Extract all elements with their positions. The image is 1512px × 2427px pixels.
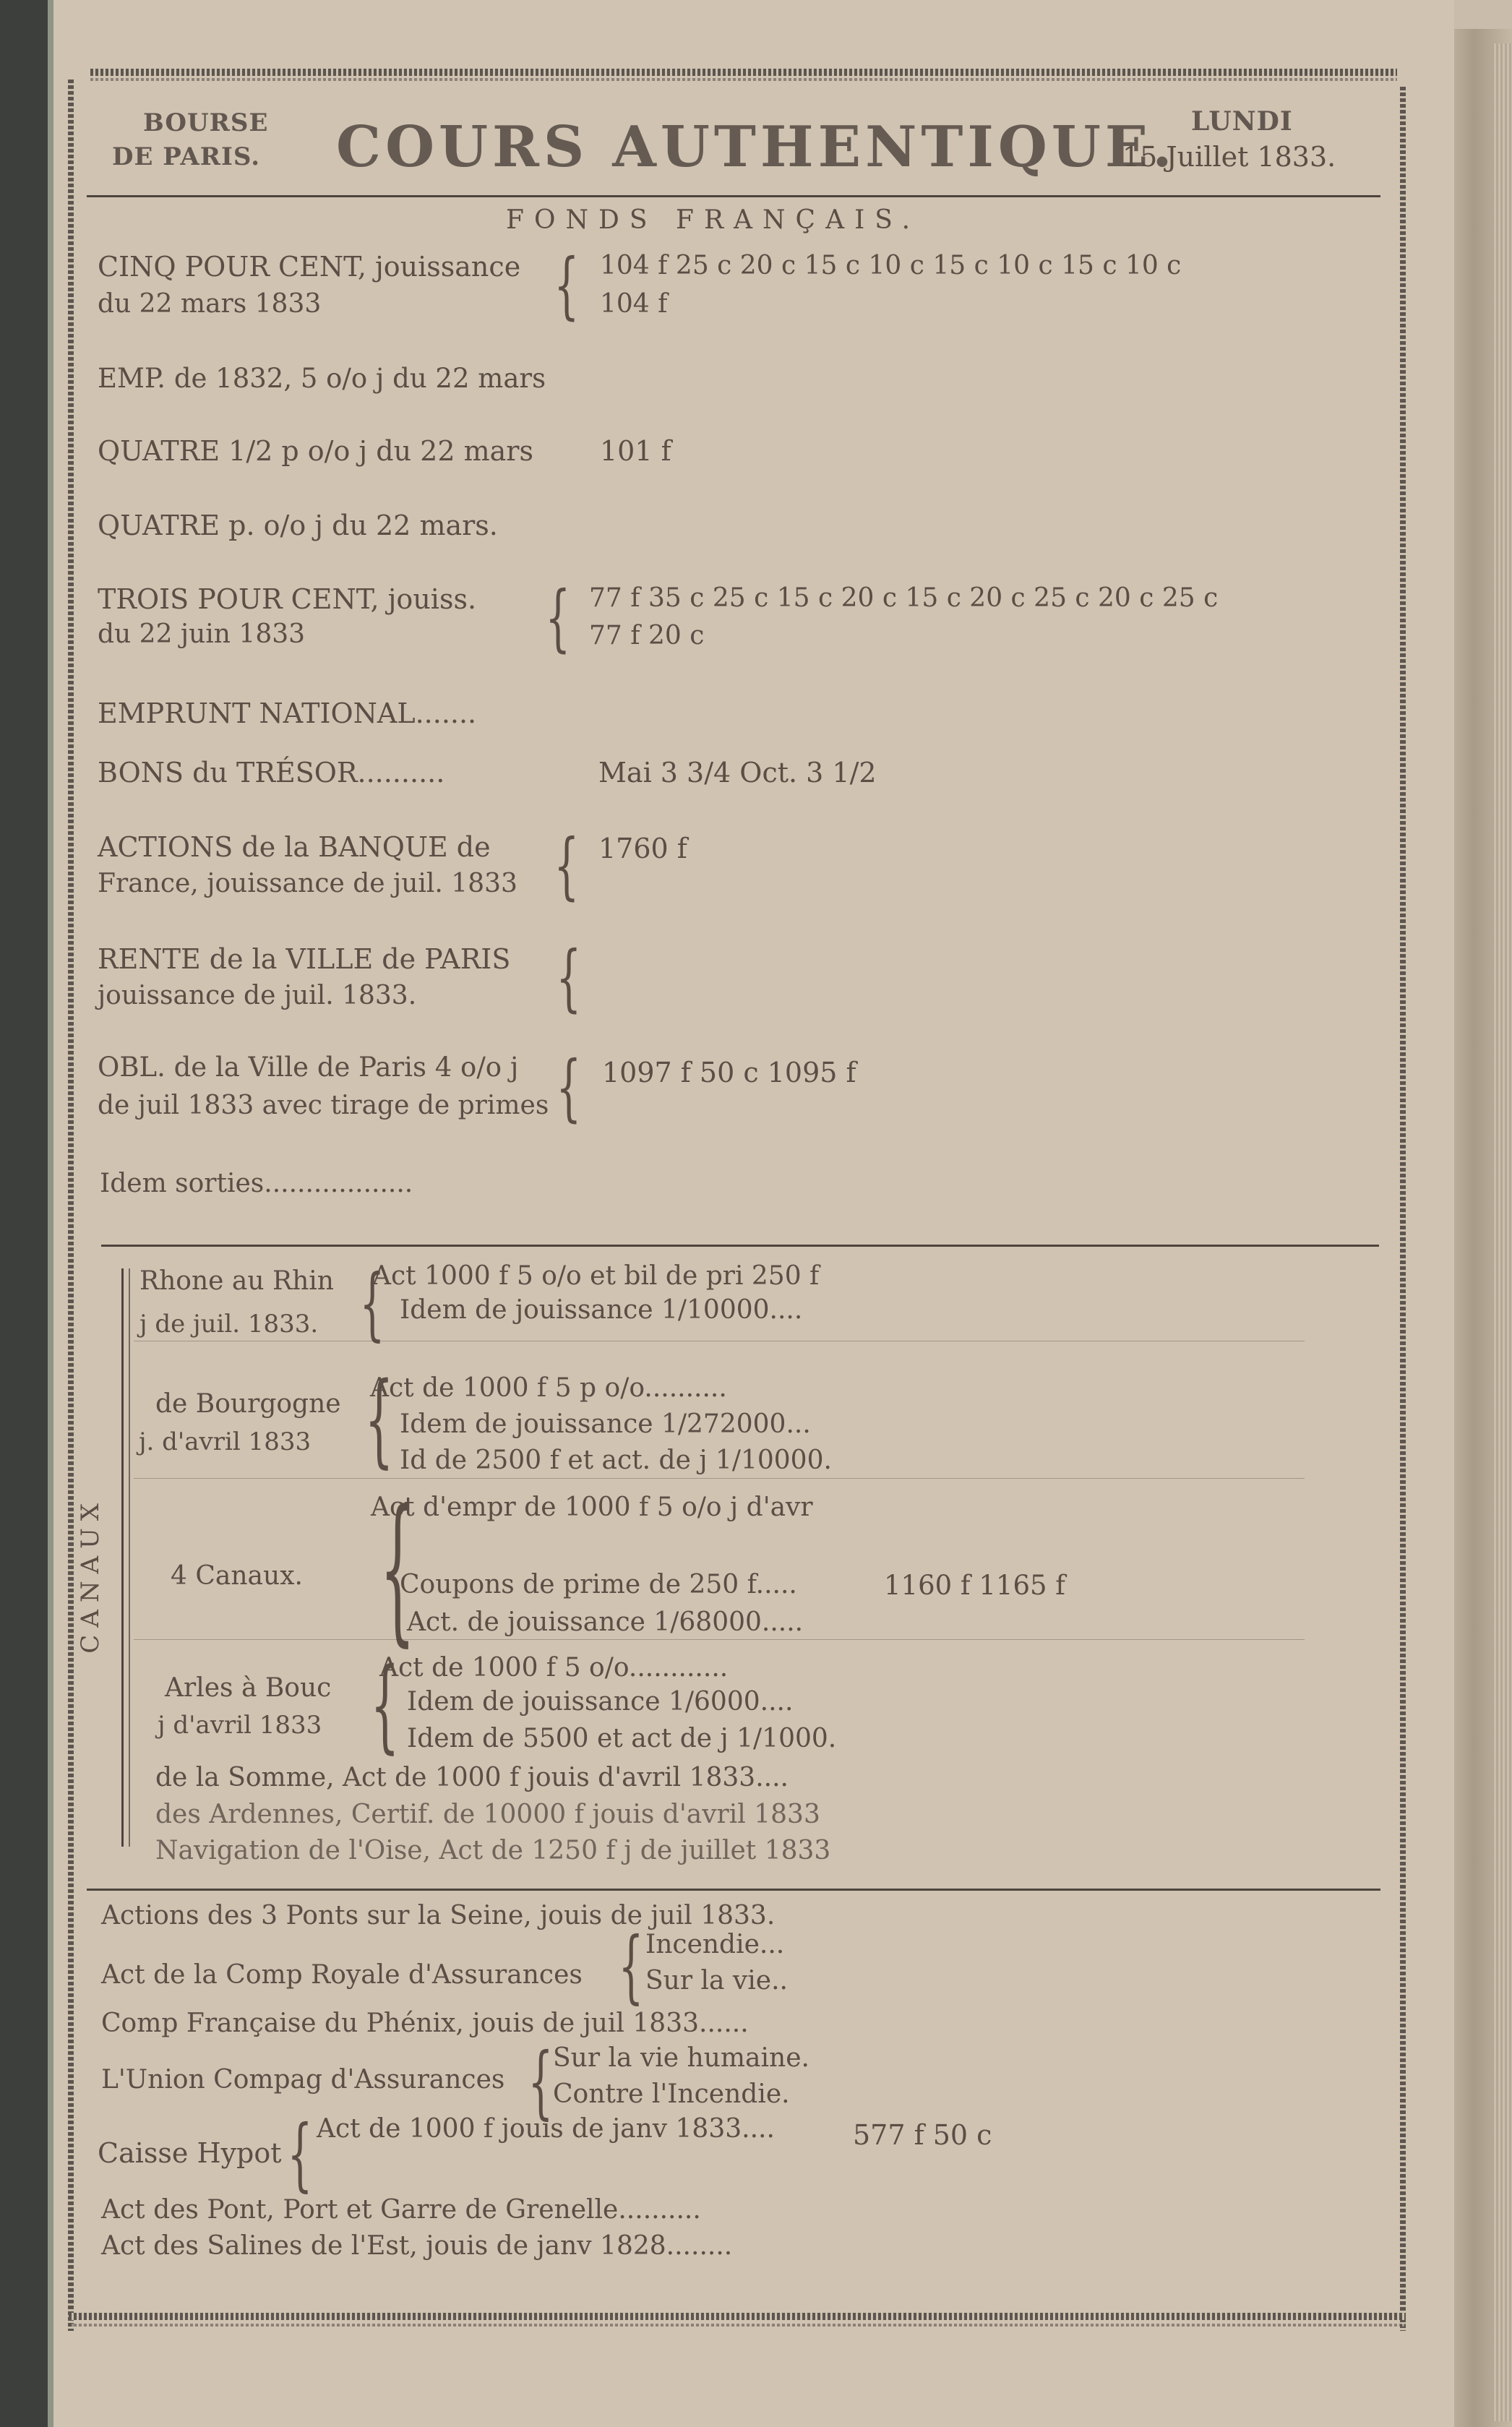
page-title: COURS AUTHENTIQUE.: [336, 114, 1177, 180]
obl-paris-brace: {: [556, 1045, 582, 1130]
comp-royale-b: Sur la vie..: [645, 1966, 788, 1996]
bourgogne-c: Id de 2500 f et act. de j 1/10000.: [400, 1446, 832, 1475]
bons-label: BONS du TRÉSOR..........: [98, 757, 445, 789]
emp-1832: EMP. de 1832, 5 o/o j du 22 mars: [98, 363, 546, 394]
left-frame: [68, 80, 74, 2331]
arles-brace: {: [370, 1646, 400, 1764]
cinq-price-1: 104 f 25 c 20 c 15 c 10 c 15 c 10 c 15 c 10 c: [600, 251, 1182, 280]
top-ornament-rule: [90, 69, 1397, 76]
top-ornament-rule-2: [90, 78, 1397, 81]
actions-banque-brace: {: [554, 823, 580, 908]
canaux-side-rule-2: [129, 1268, 130, 1847]
quatre-label: QUATRE p. o/o j du 22 mars.: [98, 510, 498, 541]
quatre-demi-price: 101 f: [600, 435, 671, 467]
trois-price-2: 77 f 20 c: [589, 621, 705, 650]
cinq-price-2: 104 f: [600, 289, 668, 319]
canaux-top-rule: [101, 1245, 1379, 1247]
page-edges: [1492, 43, 1512, 2421]
bourgogne-rule: [134, 1478, 1305, 1479]
obl-paris-2: de juil 1833 avec tirage de primes: [98, 1091, 549, 1120]
cinq-label-1: CINQ POUR CENT, jouissance: [98, 251, 521, 283]
right-frame: [1400, 87, 1406, 2331]
rente-paris-1: RENTE de la VILLE de PARIS: [98, 943, 511, 975]
spine-edge: [48, 0, 53, 2427]
arles-name-1: Arles à Bouc: [165, 1673, 332, 1703]
bottom-ornament-rule: [69, 2313, 1406, 2320]
trois-price-1: 77 f 35 c 25 c 15 c 20 c 15 c 20 c 25 c 20 c 25 c: [589, 583, 1219, 613]
actions-banque-2: France, jouissance de juil. 1833: [98, 869, 517, 898]
cinq-brace: {: [554, 243, 580, 327]
book-spine: [0, 0, 48, 2427]
comp-royale-brace: {: [618, 1920, 644, 2012]
grenelle: Act des Pont, Port et Garre de Grenelle..........: [101, 2195, 701, 2225]
arles-name-2: j d'avril 1833: [158, 1711, 322, 1740]
union-b: Contre l'Incendie.: [553, 2079, 790, 2109]
caisse-brace: {: [287, 2108, 313, 2200]
canaux-side-rule-1: [121, 1268, 124, 1847]
quatre-demi-label: QUATRE 1/2 p o/o j du 22 mars: [98, 435, 533, 467]
idem-sorties: Idem sorties..................: [100, 1169, 413, 1198]
rente-paris-2: jouissance de juil. 1833.: [98, 981, 417, 1010]
arles-a: Act de 1000 f 5 o/o............: [379, 1653, 729, 1683]
quatre-canaux-c: Act. de jouissance 1/68000.....: [407, 1607, 804, 1637]
arles-b: Idem de jouissance 1/6000....: [407, 1687, 794, 1717]
arles-c: Idem de 5500 et act de j 1/1000.: [407, 1724, 837, 1753]
canaux-side-label: CANAUX: [76, 1496, 105, 1654]
ardennes: des Ardennes, Certif. de 10000 f jouis d'avril 1833: [155, 1800, 820, 1829]
bourgogne-name-1: de Bourgogne: [155, 1389, 341, 1419]
caisse-label: Caisse Hypot: [98, 2137, 282, 2169]
header-left-2: DE PARIS.: [112, 142, 261, 171]
actions-banque-price: 1760 f: [598, 833, 687, 864]
ponts-seine: Actions des 3 Ponts sur la Seine, jouis de juil 1833.: [101, 1901, 776, 1930]
phenix: Comp Française du Phénix, jouis de juil 1833......: [101, 2009, 749, 2038]
bourgogne-name-2: j. d'avril 1833: [139, 1427, 312, 1456]
header-left-1: BOURSE: [143, 108, 269, 137]
quatre-canaux-rule: [134, 1639, 1305, 1640]
cinq-label-2: du 22 mars 1833: [98, 289, 322, 319]
quatre-canaux-name: 4 Canaux.: [171, 1561, 303, 1591]
caisse-price: 577 f 50 c: [853, 2119, 992, 2151]
oise: Navigation de l'Oise, Act de 1250 f j de juillet 1833: [155, 1836, 831, 1865]
union-label: L'Union Compag d'Assurances: [101, 2065, 505, 2095]
trois-label-2: du 22 juin 1833: [98, 619, 306, 649]
caisse-a: Act de 1000 f jouis de janv 1833....: [317, 2114, 775, 2144]
rhone-name-1: Rhone au Rhin: [139, 1266, 334, 1296]
somme: de la Somme, Act de 1000 f jouis d'avril 1833....: [155, 1763, 789, 1792]
salines: Act des Salines de l'Est, jouis de janv 1828........: [101, 2231, 733, 2261]
obl-paris-1: OBL. de la Ville de Paris 4 o/o j: [98, 1052, 519, 1083]
emprunt-national: EMPRUNT NATIONAL.......: [98, 697, 477, 729]
quatre-canaux-price: 1160 f 1165 f: [884, 1570, 1065, 1601]
rhone-a: Act 1000 f 5 o/o et bil de pri 250 f: [372, 1261, 820, 1291]
rhone-brace: {: [359, 1257, 385, 1349]
obl-paris-price: 1097 f 50 c 1095 f: [602, 1057, 856, 1088]
bourgogne-a: Act de 1000 f 5 p o/o..........: [370, 1373, 727, 1403]
bourgogne-brace: {: [364, 1361, 394, 1479]
bons-price: Mai 3 3/4 Oct. 3 1/2: [598, 757, 877, 789]
union-a: Sur la vie humaine.: [553, 2043, 809, 2073]
quatre-canaux-b: Coupons de prime de 250 f.....: [400, 1570, 797, 1599]
header-rule: [87, 195, 1380, 197]
rhone-b: Idem de jouissance 1/10000....: [400, 1295, 803, 1325]
bourgogne-b: Idem de jouissance 1/272000...: [400, 1409, 811, 1439]
quatre-canaux-a: Act d'empr de 1000 f 5 o/o j d'avr: [371, 1492, 813, 1522]
quatre-canaux-brace: {: [379, 1476, 416, 1661]
divers-top-rule: [87, 1889, 1380, 1891]
comp-royale-label: Act de la Comp Royale d'Assurances: [101, 1960, 583, 1990]
bottom-ornament-rule-2: [69, 2324, 1406, 2327]
trois-brace: {: [545, 575, 571, 660]
header-date: 15 Juillet 1833.: [1122, 141, 1336, 173]
union-brace: {: [528, 2035, 554, 2128]
rente-paris-brace: {: [556, 935, 582, 1020]
section-title: FONDS FRANÇAIS.: [506, 205, 921, 235]
header-day: LUNDI: [1191, 106, 1293, 137]
comp-royale-a: Incendie...: [645, 1930, 785, 1959]
actions-banque-1: ACTIONS de la BANQUE de: [98, 831, 491, 863]
trois-label-1: TROIS POUR CENT, jouiss.: [98, 583, 477, 615]
rhone-name-2: j de juil. 1833.: [139, 1310, 319, 1339]
